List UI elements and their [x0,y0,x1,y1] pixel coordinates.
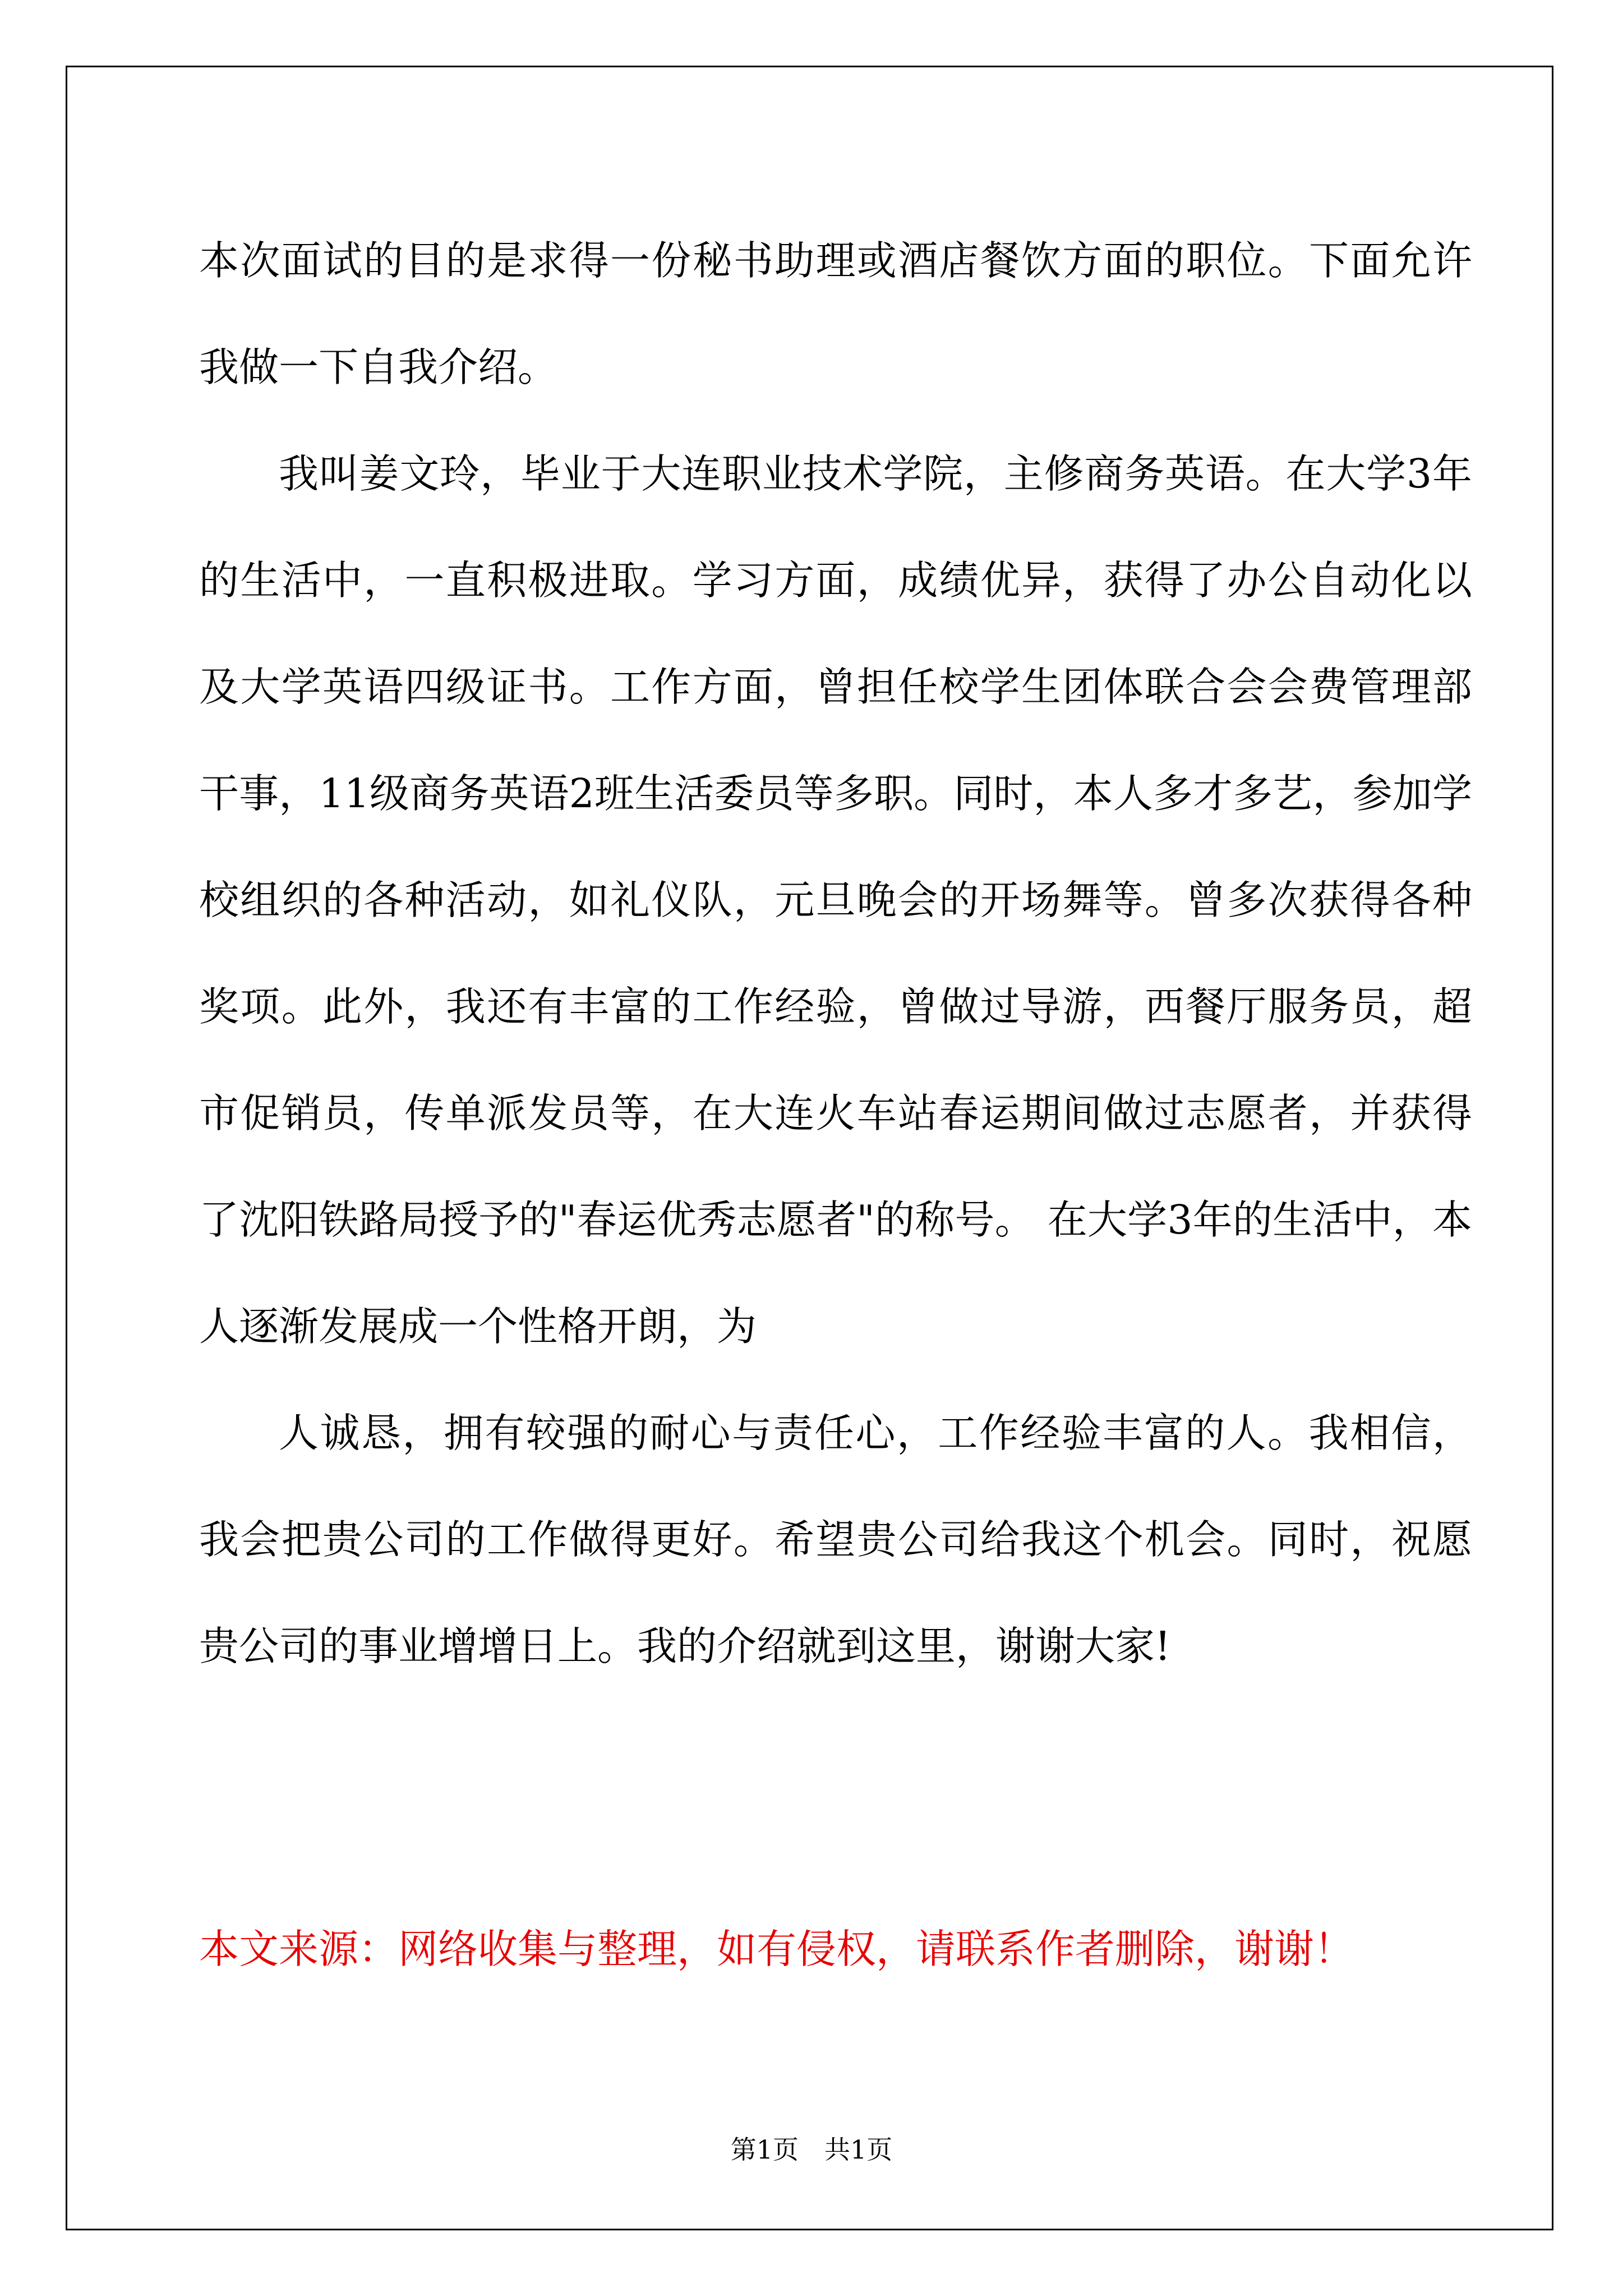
page-number: 第1页 共1页 [730,2134,893,2165]
paragraph-closing: 人诚恳，拥有较强的耐心与责任心，工作经验丰富的人。我相信，我会把贵公司的工作做得更好。希望贵公司给我这个机会。同时，祝愿贵公司的事业增增日上。我的介绍就到这里，谢谢大家! [199,1410,1472,1669]
paragraph-intro: 本次面试的目的是求得一份秘书助理或酒店餐饮方面的职位。下面允许我做一下自我介绍。 [199,237,1472,390]
paragraph-self-introduction: 我叫姜文玲，毕业于大连职业技术学院，主修商务英语。在大学3年的生活中，一直积极进取。学习方面，成绩优异，获得了办公自动化以及大学英语四级证书。工作方面，曾担任校学生团体联合会会费管理部干事，11级商务英语2班生活委员等多职。同时，本人多才多艺，参加学校组织的各种活动，如礼仪队，元旦晚会的开场舞等。曾多次获得各种奖项。此外，我还有丰富的工作经验，曾做过导游，西餐厅服务员，超市促销员，传单派发员等，在大连火车站春运期间做过志愿者，并获得了沈阳铁路局授予的"春运优秀志愿者"的称号。 在大学3年的生活中，本人逐渐发展成一个性格开朗，为 [199,450,1472,1350]
document-body [199,208,1472,1700]
source-notice: 本文来源：网络收集与整理，如有侵权，请联系作者删除，谢谢！ [199,1926,1354,1972]
